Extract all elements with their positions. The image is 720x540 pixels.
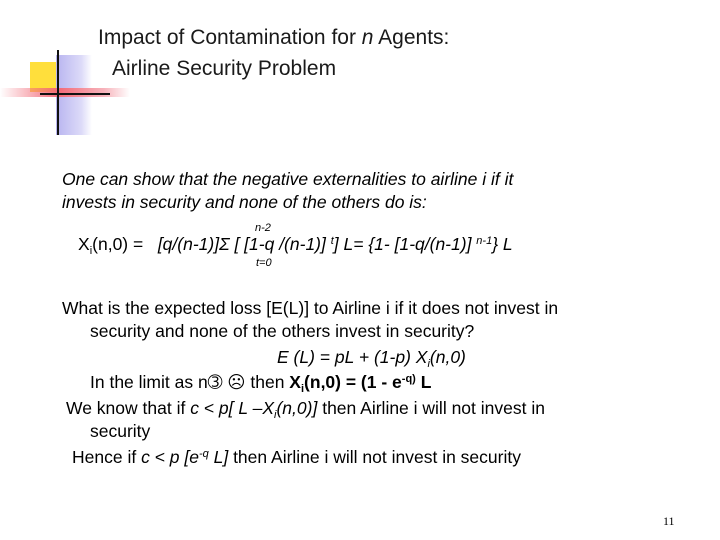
sum-lower-limit: t=0: [256, 257, 272, 269]
we-know-line1: We know that if c < p[ L $-X_i(n,0)$] then Airline i will not invest in: [66, 398, 545, 421]
expected-loss-formula: E (L) = pL + (1-p) $X_i(n,0)$: [277, 347, 466, 370]
slide-title-line2: Airline Security Problem: [112, 57, 337, 80]
we-know-line2: security: [90, 421, 151, 441]
formula: $X_i(n,0)$ = [q/(n-1)]Σ [ [1-q /(n-1)] $^t$] L= {1- [1-q/(n-1)] $^{n-1}$} L: [78, 234, 513, 257]
decor-horizontal-line: [40, 93, 110, 95]
arrow-glyph: ➂: [207, 372, 223, 392]
hence-line: Hence if c < p [$e^{-q}$ L] then Airline i will not invest in security: [72, 447, 521, 467]
slide-title-line1: Impact of Contamination for n Agents:: [98, 26, 450, 49]
sigma-symbol: Σ: [219, 234, 230, 254]
sum-upper-limit: n-2: [255, 222, 271, 234]
question-line2: security and none of the others invest in security?: [90, 321, 475, 341]
question-line1: What is the expected loss [E(L)] to Airline i if it does not invest in: [62, 298, 559, 318]
limit-line: In the limit as n➂ ☹ then $X_i(n,0) = (1 - e^{-q)}$ L: [90, 372, 432, 395]
intro-line2: invests in security and none of the others do is:: [62, 192, 427, 212]
intro-line1: One can show that the negative externalities to airline i if it: [62, 169, 514, 189]
infinity-glyph: ☹: [227, 372, 246, 392]
page-number: 11: [663, 514, 675, 528]
